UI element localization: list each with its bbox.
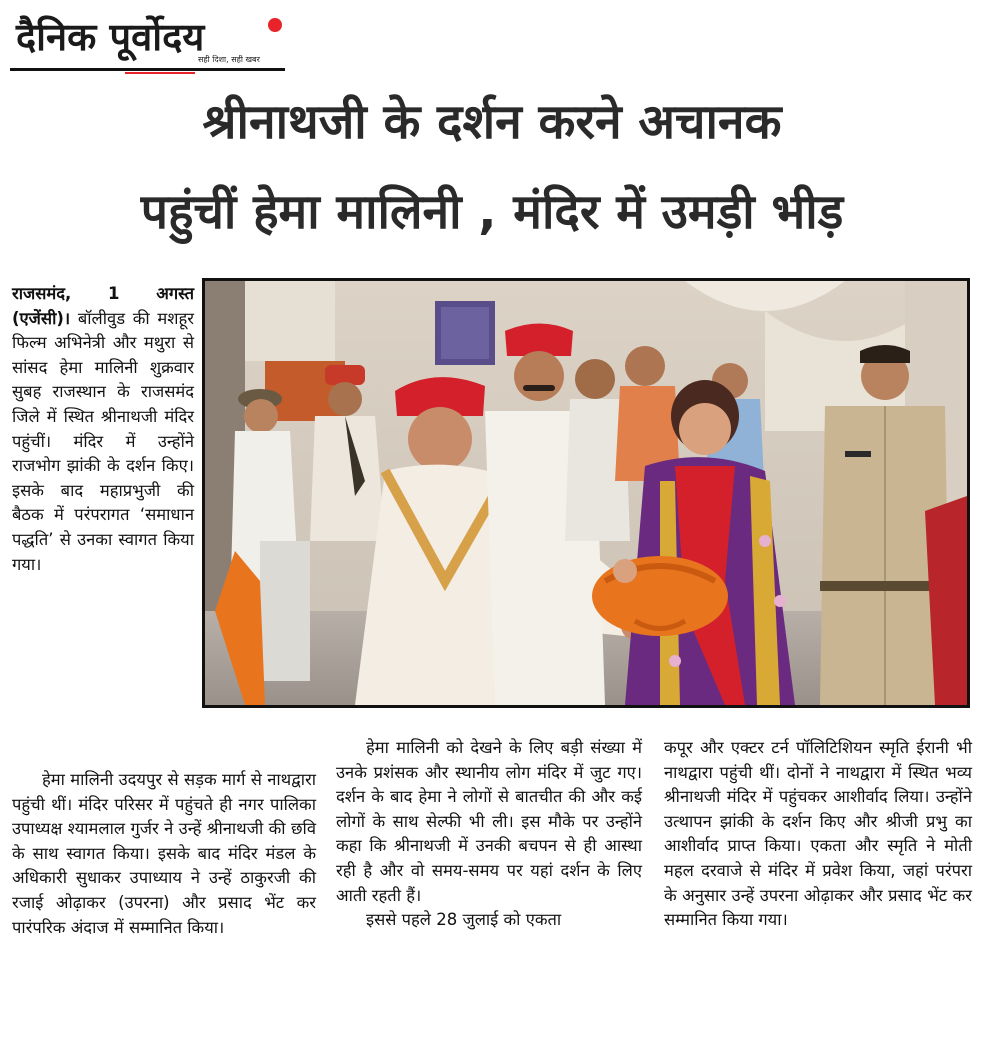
newspaper-tagline: सही दिशा, सही खबर: [198, 55, 260, 64]
article-column-3: [664, 736, 972, 933]
article-paragraph: हेमा मालिनी उदयपुर से सड़क मार्ग से नाथद्वारा पहुंची थीं। मंदिर परिसर में पहुंचते ही नगर पालिका उपाध्यक्ष श्यामलाल गुर्जर ने उन्हें श्रीनाथजी की छवि के साथ स्वागत किया। इसके बाद मंदिर मंडल के अधिकारी सुधाकर उपाध्याय ने उन्हें ठाकुरजी की रजाई ओढ़ाकर (उपरना) और प्रसाद भेंट कर पारंपरिक अंदाज में सम्मानित किया।: [12, 770, 316, 937]
article-paragraph: बॉलीवुड की मशहूर फिल्म अभिनेत्री और मथुरा से सांसद हेमा मालिनी शुक्रवार सुबह राजस्थान के राजसमंद जिले में स्थित श्रीनाथजी मंदिर पहुंचीं। मंदिर में उन्होंने राजभोग झांकी के दर्शन किए। इसके बाद महाप्रभुजी की बैठक में परंपरागत ‘समाधान पद्धति’ से उनका स्वागत किया गया।: [12, 308, 194, 574]
article-paragraph: इससे पहले 28 जुलाई को एकता: [366, 910, 562, 930]
news-photo: [202, 278, 970, 708]
headline-line-2: पहुंचीं हेमा मालिनी , मंदिर में उमड़ी भीड़: [140, 184, 844, 240]
headline-line-1: श्रीनाथजी के दर्शन करने अचानक: [202, 94, 782, 150]
masthead: [10, 6, 285, 72]
newspaper-logo: दैनिक पूर्वोदय: [16, 15, 205, 59]
article-column-2: [336, 736, 642, 933]
masthead-red-rule: [125, 72, 195, 74]
article-column-1: [12, 282, 194, 577]
dateline: राजसमंद, 1 अगस्त (एजेंसी)।: [12, 284, 194, 328]
article-column-1-continued: [12, 768, 316, 940]
temple-welcome-photo: [205, 281, 967, 705]
masthead-rule: [10, 68, 285, 71]
article-paragraph: कपूर और एक्टर टर्न पॉलिटिशियन स्मृति ईरानी भी नाथद्वारा पहुंची थीं। दोनों ने नाथद्वारा में स्थित भव्य श्रीनाथजी मंदिर में पहुंचकर आशीर्वाद लिया। उन्होंने उत्थापन झांकी के दर्शन किए और श्रीजी प्रभु का आशीर्वाद प्राप्त किया। एकता और स्मृति ने मोती महल दरवाजे से मंदिर में प्रवेश किया, जहां परंपरा के अनुसार उन्हें उपरना ओढ़ाकर और प्रसाद भेंट कर सम्मानित किया गया।: [664, 738, 972, 930]
logo-red-dot: [268, 18, 282, 32]
article-paragraph: हेमा मालिनी को देखने के लिए बड़ी संख्या में उनके प्रशंसक और स्थानीय लोग मंदिर में जुट गए। दर्शन के बाद हेमा ने लोगों से बातचीत की और कई लोगों के साथ सेल्फी भी ली। इस मौके पर उन्होंने कहा कि श्रीनाथजी में उनकी बचपन से ही आस्था रही है और वो समय-समय पर यहां दर्शन के लिए आती रहती हैं।: [336, 738, 642, 905]
